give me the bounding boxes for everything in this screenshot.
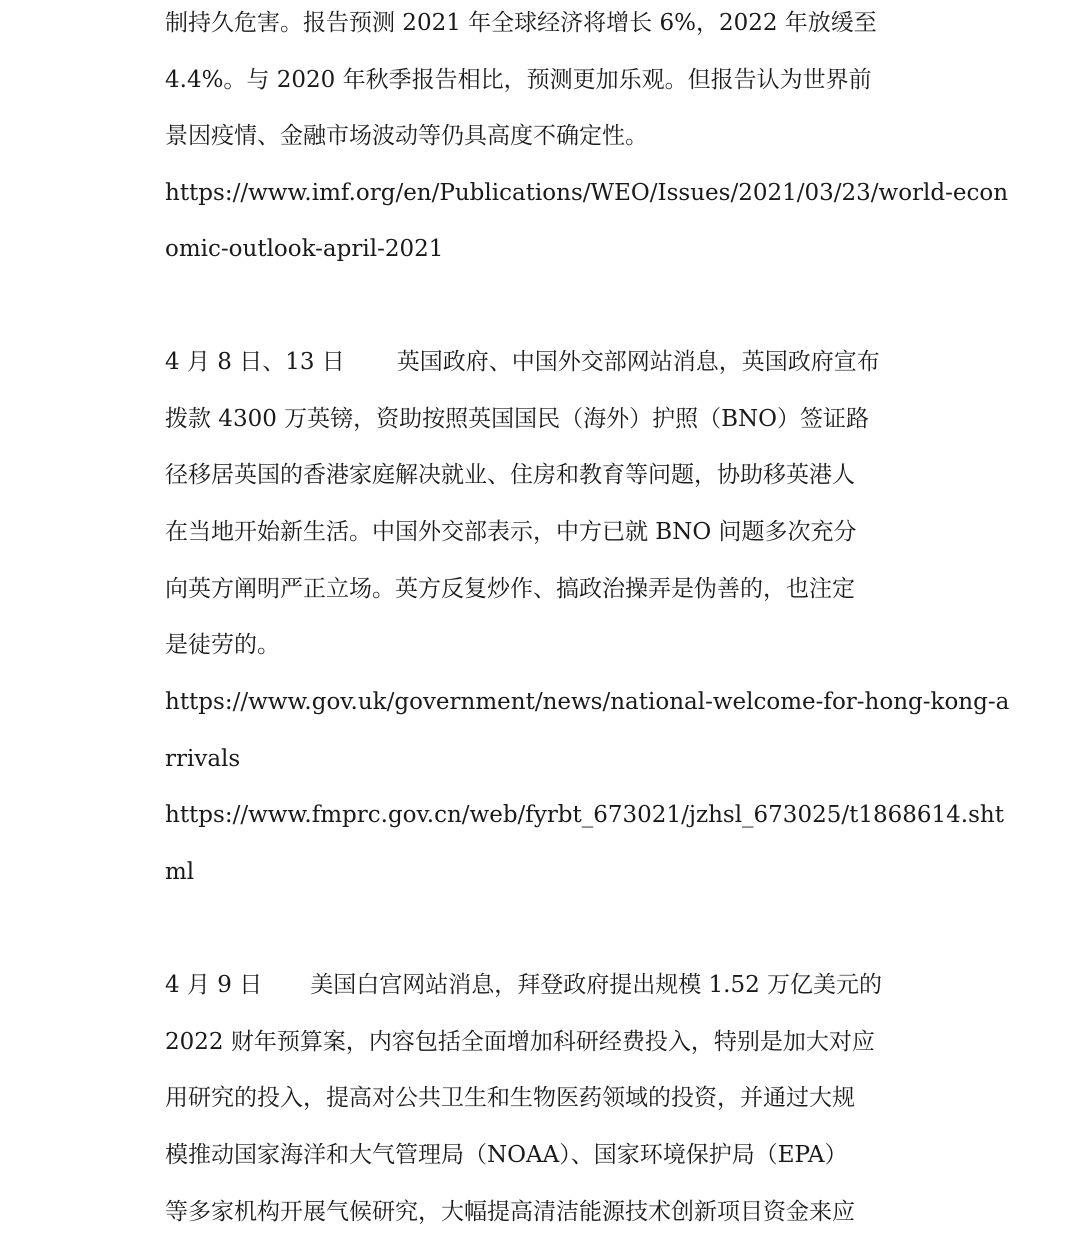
paragraph-line: 在当地开始新生活。中国外交部表示，中方已就 BNO 问题多次充分 — [165, 519, 857, 545]
paragraph-line: 制持久危害。报告预测 2021 年全球经济将增长 6%，2022 年放缓至 — [165, 10, 877, 36]
entry-text: 英国政府、中国外交部网站消息，英国政府宣布 — [396, 349, 880, 375]
url-line: https://www.fmprc.gov.cn/web/fyrbt_673021/jzhsl_673025/t1868614.sht — [165, 802, 1004, 828]
paragraph-line: 径移居英国的香港家庭解决就业、住房和教育等问题，协助移英港人 — [165, 462, 855, 488]
entry-date: 4 月 8 日、13 日 — [165, 349, 345, 375]
entry-heading-line — [165, 970, 917, 1000]
paragraph-line: 向英方阐明严正立场。英方反复炒作、搞政治操弄是伪善的，也注定 — [165, 576, 855, 602]
paragraph-line: 拨款 4300 万英镑，资助按照英国国民（海外）护照（BNO）签证路 — [165, 406, 870, 432]
url-line: https://www.gov.uk/government/news/national-welcome-for-hong-kong-a — [165, 689, 1010, 715]
entry-date: 4 月 9 日 — [165, 972, 263, 998]
paragraph-line: 用研究的投入，提高对公共卫生和生物医药领域的投资，并通过大规 — [165, 1085, 855, 1111]
url-line: rrivals — [165, 746, 241, 772]
url-line: omic-outlook-april-2021 — [165, 236, 444, 262]
paragraph-line: 是徒劳的。 — [165, 632, 280, 658]
entry-heading-line — [165, 347, 917, 377]
entry-text: 美国白宫网站消息，拜登政府提出规模 1.52 万亿美元的 — [310, 972, 883, 998]
paragraph-line: 模推动国家海洋和大气管理局（NOAA）、国家环境保护局（EPA） — [165, 1142, 848, 1168]
url-line: https://www.imf.org/en/Publications/WEO/Issues/2021/03/23/world-econ — [165, 180, 1009, 206]
paragraph-line: 等多家机构开展气候研究，大幅提高清洁能源技术创新项目资金来应 — [165, 1199, 855, 1225]
paragraph-line: 4.4%。与 2020 年秋季报告相比，预测更加乐观。但报告认为世界前 — [165, 67, 872, 93]
paragraph-line: 景因疫情、金融市场波动等仍具高度不确定性。 — [165, 123, 648, 149]
url-line: ml — [165, 859, 195, 885]
paragraph-line: 2022 财年预算案，内容包括全面增加科研经费投入，特别是加大对应 — [165, 1029, 875, 1055]
